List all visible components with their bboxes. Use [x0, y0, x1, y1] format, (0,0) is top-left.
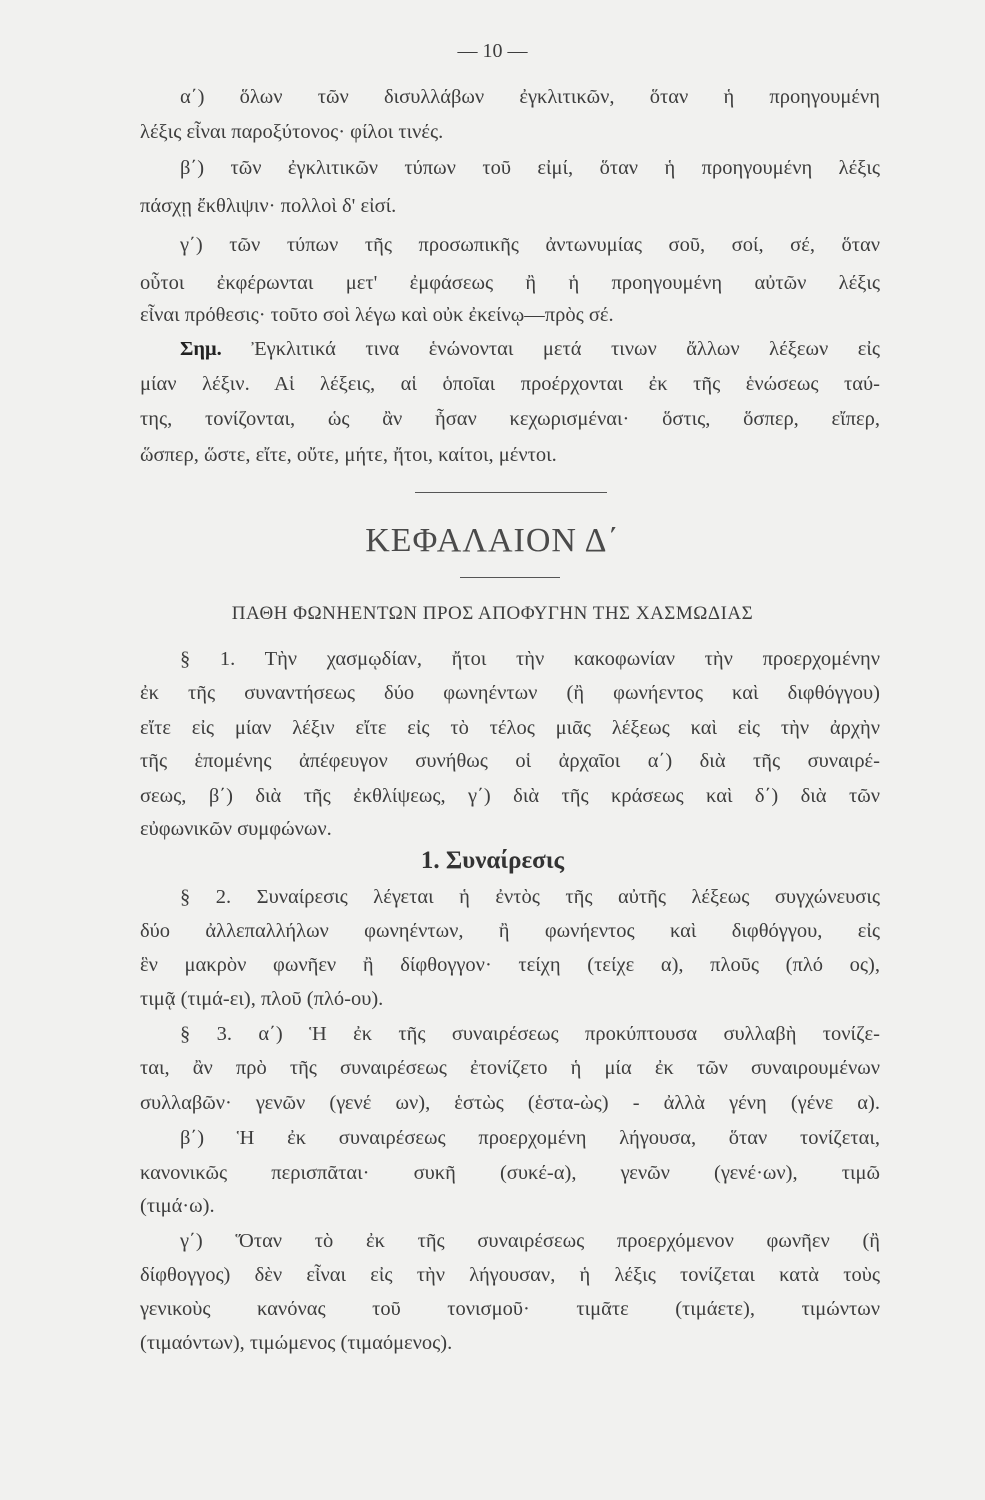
text-line: εἴτε εἰς μίαν λέξιν εἴτε εἰς τὸ τέλος μιᾶς λέξεως καὶ εἰς τὴν ἀρχὴν	[140, 717, 880, 739]
note-line	[180, 336, 880, 362]
text-line: εὐφωνικῶν συμφώνων.	[140, 818, 332, 840]
chapter-title: ΚΕΦΑΛΑΙΟΝ Δ΄	[365, 522, 620, 559]
text-line: τιμᾷ (τιμά-ει), πλοῦ (πλό-ου).	[140, 988, 384, 1010]
text-line: (τιμαόντων), τιμώμενος (τιμαόμενος).	[140, 1332, 453, 1354]
text-line: § 3. α΄) Ἡ ἐκ τῆς συναιρέσεως προκύπτουσα συλλαβὴ τονίζε-	[180, 1023, 880, 1045]
text-line: ἓν μακρὸν φωνῆεν ἢ δίφθογγον· τείχη (τείχε α), πλοῦς (πλό ος),	[140, 954, 880, 976]
text-line: β΄) τῶν ἐγκλιτικῶν τύπων τοῦ εἰμί, ὅταν ἡ προηγουμένη λέξις	[180, 157, 880, 179]
text-line: εἶναι πρόθεσις· τοῦτο σοὶ λέγω καὶ οὐκ ἐκείνῳ—πρὸς σέ.	[140, 304, 614, 326]
divider	[460, 577, 560, 578]
text-line: ἐκ τῆς συναντήσεως δύο φωνηέντων (ἢ φωνήεντος καὶ διφθόγγου)	[140, 682, 880, 704]
text-line: μίαν λέξιν. Αἱ λέξεις, αἱ ὁποῖαι προέρχονται ἐκ τῆς ἑνώσεως ταύ-	[140, 373, 880, 395]
text-line: γενικοὺς κανόνας τοῦ τονισμοῦ· τιμᾶτε (τιμάετε), τιμώντων	[140, 1298, 880, 1320]
text-line: ται, ἂν πρὸ τῆς συναιρέσεως ἐτονίζετο ἡ μία ἐκ τῶν συναιρουμένων	[140, 1057, 880, 1079]
chapter-subtitle: ΠΑΘΗ ΦΩΝΗΕΝΤΩΝ ΠΡΟΣ ΑΠΟΦΥΓΗΝ ΤΗΣ ΧΑΣΜΩΔΙΑΣ	[231, 603, 754, 624]
section-title: 1. Συναίρεσις	[420, 847, 565, 874]
text-line: τῆς ἑπομένης ἀπέφευγον συνήθως οἱ ἀρχαῖοι α΄) διὰ τῆς συναιρέ-	[140, 750, 880, 772]
text-line: δύο ἀλλεπαλλήλων φωνηέντων, ἢ φωνήεντος καὶ διφθόγγου, εἰς	[140, 920, 880, 942]
text-line: (τιμά·ω).	[140, 1195, 215, 1217]
text-line: β΄) Ἡ ἐκ συναιρέσεως προερχομένη λήγουσα, ὅταν τονίζεται,	[180, 1127, 880, 1149]
text-line: σεως, β΄) διὰ τῆς ἐκθλίψεως, γ΄) διὰ τῆς κράσεως καὶ δ΄) διὰ τῶν	[140, 785, 880, 807]
text-line: γ΄) τῶν τύπων τῆς προσωπικῆς ἀντωνυμίας σοῦ, σοί, σέ, ὅταν	[180, 234, 880, 256]
text-line: Ἐγκλιτικά τινα ἑνώνονται μετά τινων ἄλλων λέξεων εἰς	[251, 338, 880, 360]
text-line: κανονικῶς περισπᾶται· συκῆ (συκέ-α), γενῶν (γενέ·ων), τιμῶ	[140, 1162, 880, 1184]
page-number: — 10 —	[457, 40, 528, 62]
text-line: § 1. Τὴν χασμῳδίαν, ἤτοι τὴν κακοφωνίαν τὴν προερχομένην	[180, 648, 880, 670]
text-line: οὗτοι ἐκφέρωνται μετ' ἐμφάσεως ἢ ἡ προηγουμένη αὐτῶν λέξις	[140, 272, 880, 294]
text-line: γ΄) Ὅταν τὸ ἐκ τῆς συναιρέσεως προερχόμενον φωνῆεν (ἢ	[180, 1230, 880, 1252]
note-label: Σημ.	[180, 338, 222, 360]
divider	[415, 492, 607, 493]
text-line: λέξις εἶναι παροξύτονος· φίλοι τινές.	[140, 121, 444, 143]
text-line: πάσχῃ ἔκθλιψιν· πολλοὶ δ' εἰσί.	[140, 195, 397, 217]
text-line: συλλαβῶν· γενῶν (γενέ ων), ἑστὼς (ἑστα-ὼς) - ἀλλὰ γένη (γένε α).	[140, 1092, 880, 1114]
text-line: ὥσπερ, ὥστε, εἴτε, οὔτε, μήτε, ἤτοι, καίτοι, μέντοι.	[140, 444, 557, 466]
text-line: της, τονίζονται, ὡς ἂν ἦσαν κεχωρισμέναι· ὅστις, ὅσπερ, εἴπερ,	[140, 408, 880, 430]
text-line: α΄) ὅλων τῶν δισυλλάβων ἐγκλιτικῶν, ὅταν ἡ προηγουμένη	[180, 86, 880, 108]
text-line: δίφθογγος) δὲν εἶναι εἰς τὴν λήγουσαν, ἡ λέξις τονίζεται κατὰ τοὺς	[140, 1264, 880, 1286]
text-line: § 2. Συναίρεσις λέγεται ἡ ἐντὸς τῆς αὐτῆς λέξεως συγχώνευσις	[180, 886, 880, 908]
